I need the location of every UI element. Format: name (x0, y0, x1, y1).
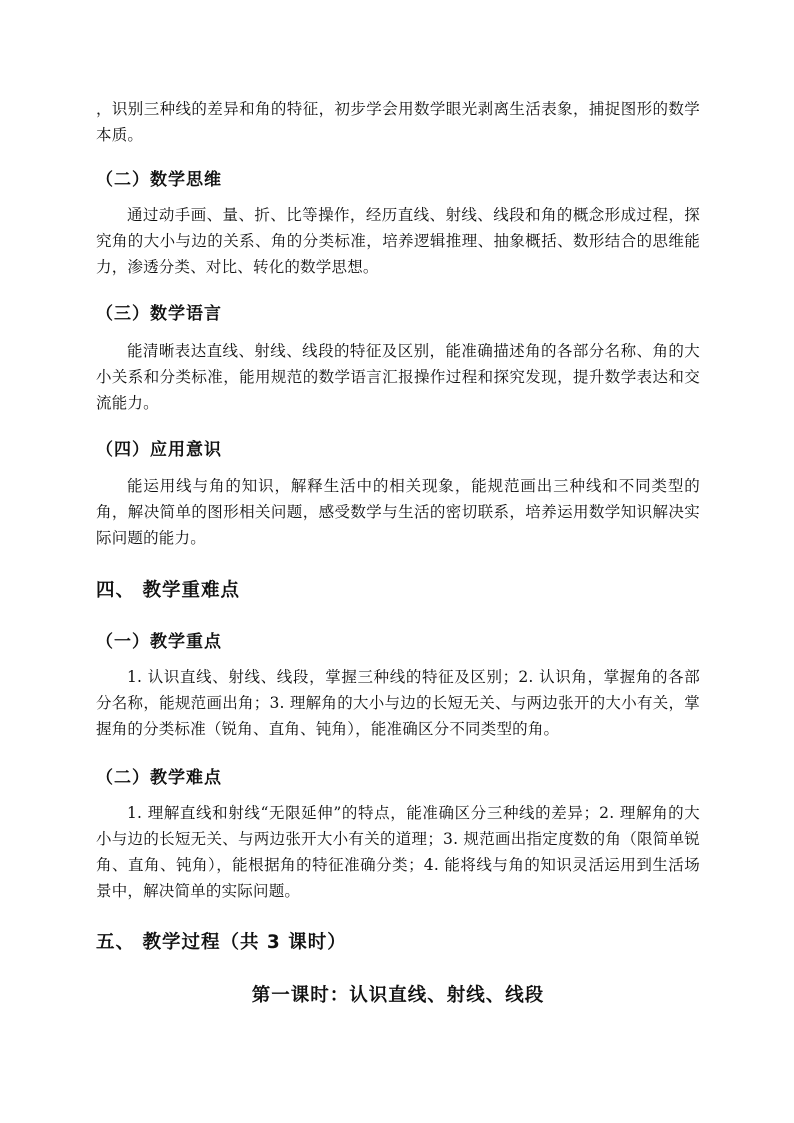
heading-math-thinking: （二）数学思维 (96, 170, 222, 190)
heading-difficult-points: （二）教学难点 (96, 768, 222, 788)
heading-application: （四）应用意识 (96, 440, 222, 460)
paragraph-application: 能运用线与角的知识，解释生活中的相关现象，能规范画出三种线和不同类型的角，解决简单的图形相关问题，感受数学与生活的密切联系，培养运用数学知识解决实际问题的能力。 (96, 477, 700, 547)
paragraph-difficult-points: 1. 理解直线和射线“无限延伸”的特点，能准确区分三种线的差异；2. 理解角的大小与边的长短无关、与两边张开大小有关的道理；3. 规范画出指定度数的角（限简单锐角、直角、钝角），能根据角的特征准确分类；4. 能将线与角的知识灵活运用到生活场景中，解决简单的实际问题。 (96, 804, 700, 900)
section-heading-teaching-process: 五、 教学过程（共 3 课时） (96, 932, 347, 953)
heading-key-points: （一）教学重点 (96, 632, 222, 652)
paragraph-math-language: 能清晰表达直线、射线、线段的特征及区别，能准确描述角的各部分名称、角的大小关系和分类标准，能用规范的数学语言汇报操作过程和探究发现，提升数学表达和交流能力。 (96, 342, 700, 412)
lesson-one-title: 第一课时：认识直线、射线、线段 (251, 985, 545, 1006)
section-heading-key-difficult-points: 四、 教学重难点 (96, 580, 240, 601)
paragraph-key-points: 1. 认识直线、射线、线段，掌握三种线的特征及区别；2. 认识角，掌握角的各部分名称，能规范画出角；3. 理解角的大小与边的长短无关、与两边张开的大小有关，掌握角的分类标准（锐角、直角、钝角），能准确区分不同类型的角。 (96, 668, 700, 738)
intro-paragraph: ，识别三种线的差异和角的特征，初步学会用数学眼光剥离生活表象，捕捉图形的数学本质。 (96, 100, 700, 144)
paragraph-math-thinking: 通过动手画、量、折、比等操作，经历直线、射线、线段和角的概念形成过程，探究角的大小与边的关系、角的分类标准，培养逻辑推理、抽象概括、数形结合的思维能力，渗透分类、对比、转化的数学思想。 (96, 206, 700, 276)
heading-math-language: （三）数学语言 (96, 304, 222, 324)
